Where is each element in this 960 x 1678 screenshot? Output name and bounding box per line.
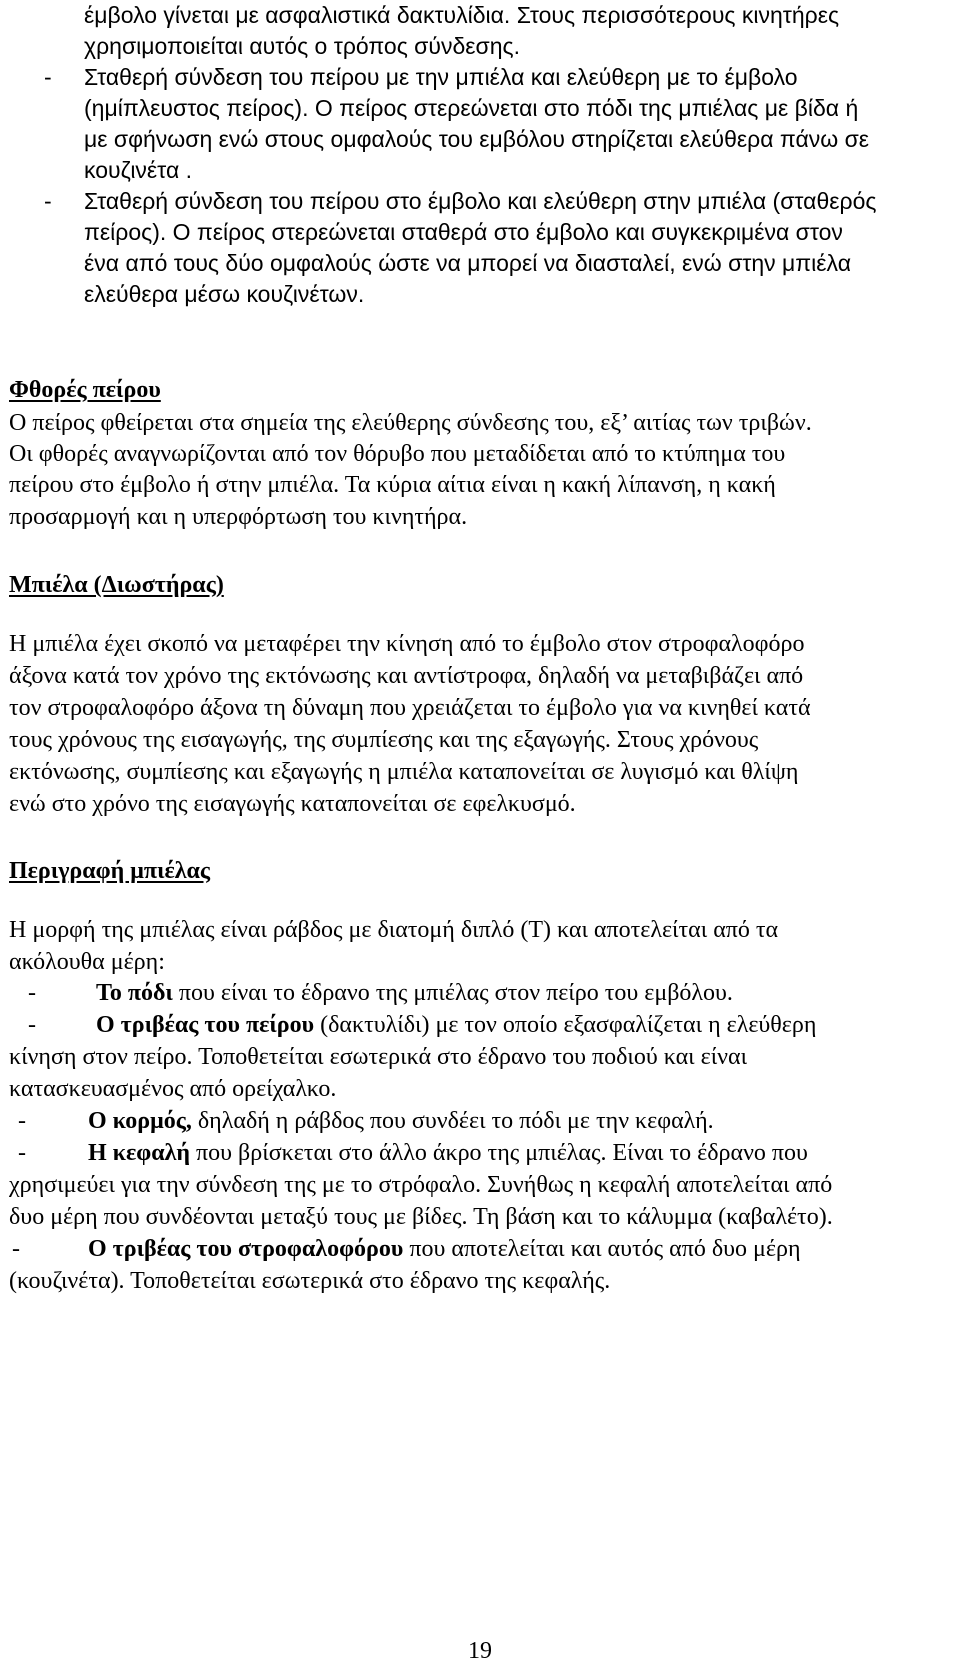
part-line: κατασκευασμένος από ορείχαλκο. [9,1076,337,1102]
list-dash: - [18,1140,26,1166]
paragraph-line: Η μορφή της μπιέλας είναι ράβδος με διατομή διπλό (Τ) και αποτελείται από τα [9,917,779,943]
list-dash: - [28,1012,36,1038]
part-line: χρησιμεύει για την σύνδεση της με το στρόφαλο. Συνήθως η κεφαλή αποτελείται από [9,1172,833,1198]
paragraph-line: πείρου στο έμβολο ή στην μπιέλα. Τα κύρια αίτια είναι η κακή λίπανση, η κακή [9,472,776,498]
part-line: κίνηση στον πείρο. Τοποθετείται εσωτερικά στο έδρανο του ποδιού και είναι [9,1044,748,1070]
paragraph-line: ενώ στο χρόνο της εισαγωγής καταπονείται σε εφελκυσμό. [9,791,576,817]
paragraph-line: τους χρόνους της εισαγωγής, της συμπίεσης και της εξαγωγής. Στους χρόνους [9,727,759,753]
intro-line: χρησιμοποιείται αυτός ο τρόπος σύνδεσης. [84,33,520,59]
part-line [88,1105,714,1137]
part-line: δυο μέρη που συνδέονται μεταξύ τους με βίδες. Τη βάση και το κάλυμμα (καβαλέτο). [9,1204,833,1230]
list-dash: - [12,1236,20,1262]
paragraph-line: ακόλουθα μέρη: [9,949,165,975]
part-term: Ο τριβέας του πείρου [96,1012,315,1038]
part-text: που βρίσκεται στο άλλο άκρο της μπιέλας. Είναι το έδρανο που [190,1140,808,1166]
part-line [88,1233,801,1265]
part-term: Ο τριβέας του στροφαλοφόρου [88,1236,404,1262]
paragraph-line: τον στροφαλοφόρο άξονα τη δύναμη που χρειάζεται το έμβολο για να κινηθεί κατά [9,695,811,721]
part-term: Η κεφαλή [88,1140,191,1166]
part-text: (δακτυλίδι) με τον οποίο εξασφαλίζεται η ελεύθερη [314,1012,817,1038]
list-item-line: κουζινέτα . [84,157,193,183]
list-dash: - [44,188,52,214]
part-text: δηλαδή η ράβδος που συνδέει το πόδι με την κεφαλή. [191,1108,714,1134]
intro-line: έμβολο γίνεται με ασφαλιστικά δακτυλίδια. Στους περισσότερους κινητήρες [84,2,840,28]
part-line [96,977,733,1009]
section-heading-rod: Μπιέλα (Διωστήρας) [9,572,224,598]
section-heading-wear: Φθορές πείρου [9,377,161,403]
paragraph-line: Η μπιέλα έχει σκοπό να μεταφέρει την κίνηση από το έμβολο στον στροφαλοφόρο [9,631,805,657]
paragraph-line: Ο πείρος φθείρεται στα σημεία της ελεύθερης σύνδεσης του, εξ’ αιτίας των τριβών. [9,410,812,436]
part-line [96,1009,816,1041]
part-text: που είναι το έδρανο της μπιέλας στον πείρο του εμβόλου. [172,980,733,1006]
list-dash: - [44,64,52,90]
paragraph-line: άξονα κατά τον χρόνο της εκτόνωσης και αντίστροφα, δηλαδή να μεταβιβάζει από [9,663,804,689]
part-term: Το πόδι [96,980,173,1006]
list-item-line: Σταθερή σύνδεση του πείρου με την μπιέλα και ελεύθερη με το έμβολο [84,64,798,90]
list-item-line: με σφήνωση ενώ στους ομφαλούς του εμβόλου στηρίζεται ελεύθερα πάνω σε [84,126,870,152]
paragraph-line: εκτόνωσης, συμπίεσης και εξαγωγής η μπιέλα καταπονείται σε λυγισμό και θλίψη [9,759,799,785]
part-text: που αποτελείται και αυτός από δυο μέρη [403,1236,801,1262]
part-line: (κουζινέτα). Τοποθετείται εσωτερικά στο έδρανο της κεφαλής. [9,1268,611,1294]
section-heading-description: Περιγραφή μπιέλας [9,858,211,884]
list-item-line: Σταθερή σύνδεση του πείρου στο έμβολο και ελεύθερη στην μπιέλα (σταθερός [84,188,877,214]
part-line [88,1137,808,1169]
list-dash: - [18,1108,26,1134]
paragraph-line: προσαρμογή και η υπερφόρτωση του κινητήρα. [9,504,468,530]
paragraph-line: Οι φθορές αναγνωρίζονται από τον θόρυβο που μεταδίδεται από το κτύπημα του [9,441,786,467]
list-item-line: (ημίπλευστος πείρος). Ο πείρος στερεώνεται στο πόδι της μπιέλας με βίδα ή [84,95,859,121]
list-item-line: πείρος). Ο πείρος στερεώνεται σταθερά στο έμβολο και συγκεκριμένα στον [84,219,843,245]
part-term: Ο κορμός, [88,1108,192,1134]
list-item-line: ένα από τους δύο ομφαλούς ώστε να μπορεί να διασταλεί, ενώ στην μπιέλα [84,250,851,276]
list-dash: - [28,980,36,1006]
page-number: 19 [468,1638,492,1664]
list-item-line: ελεύθερα μέσω κουζινέτων. [84,281,365,307]
